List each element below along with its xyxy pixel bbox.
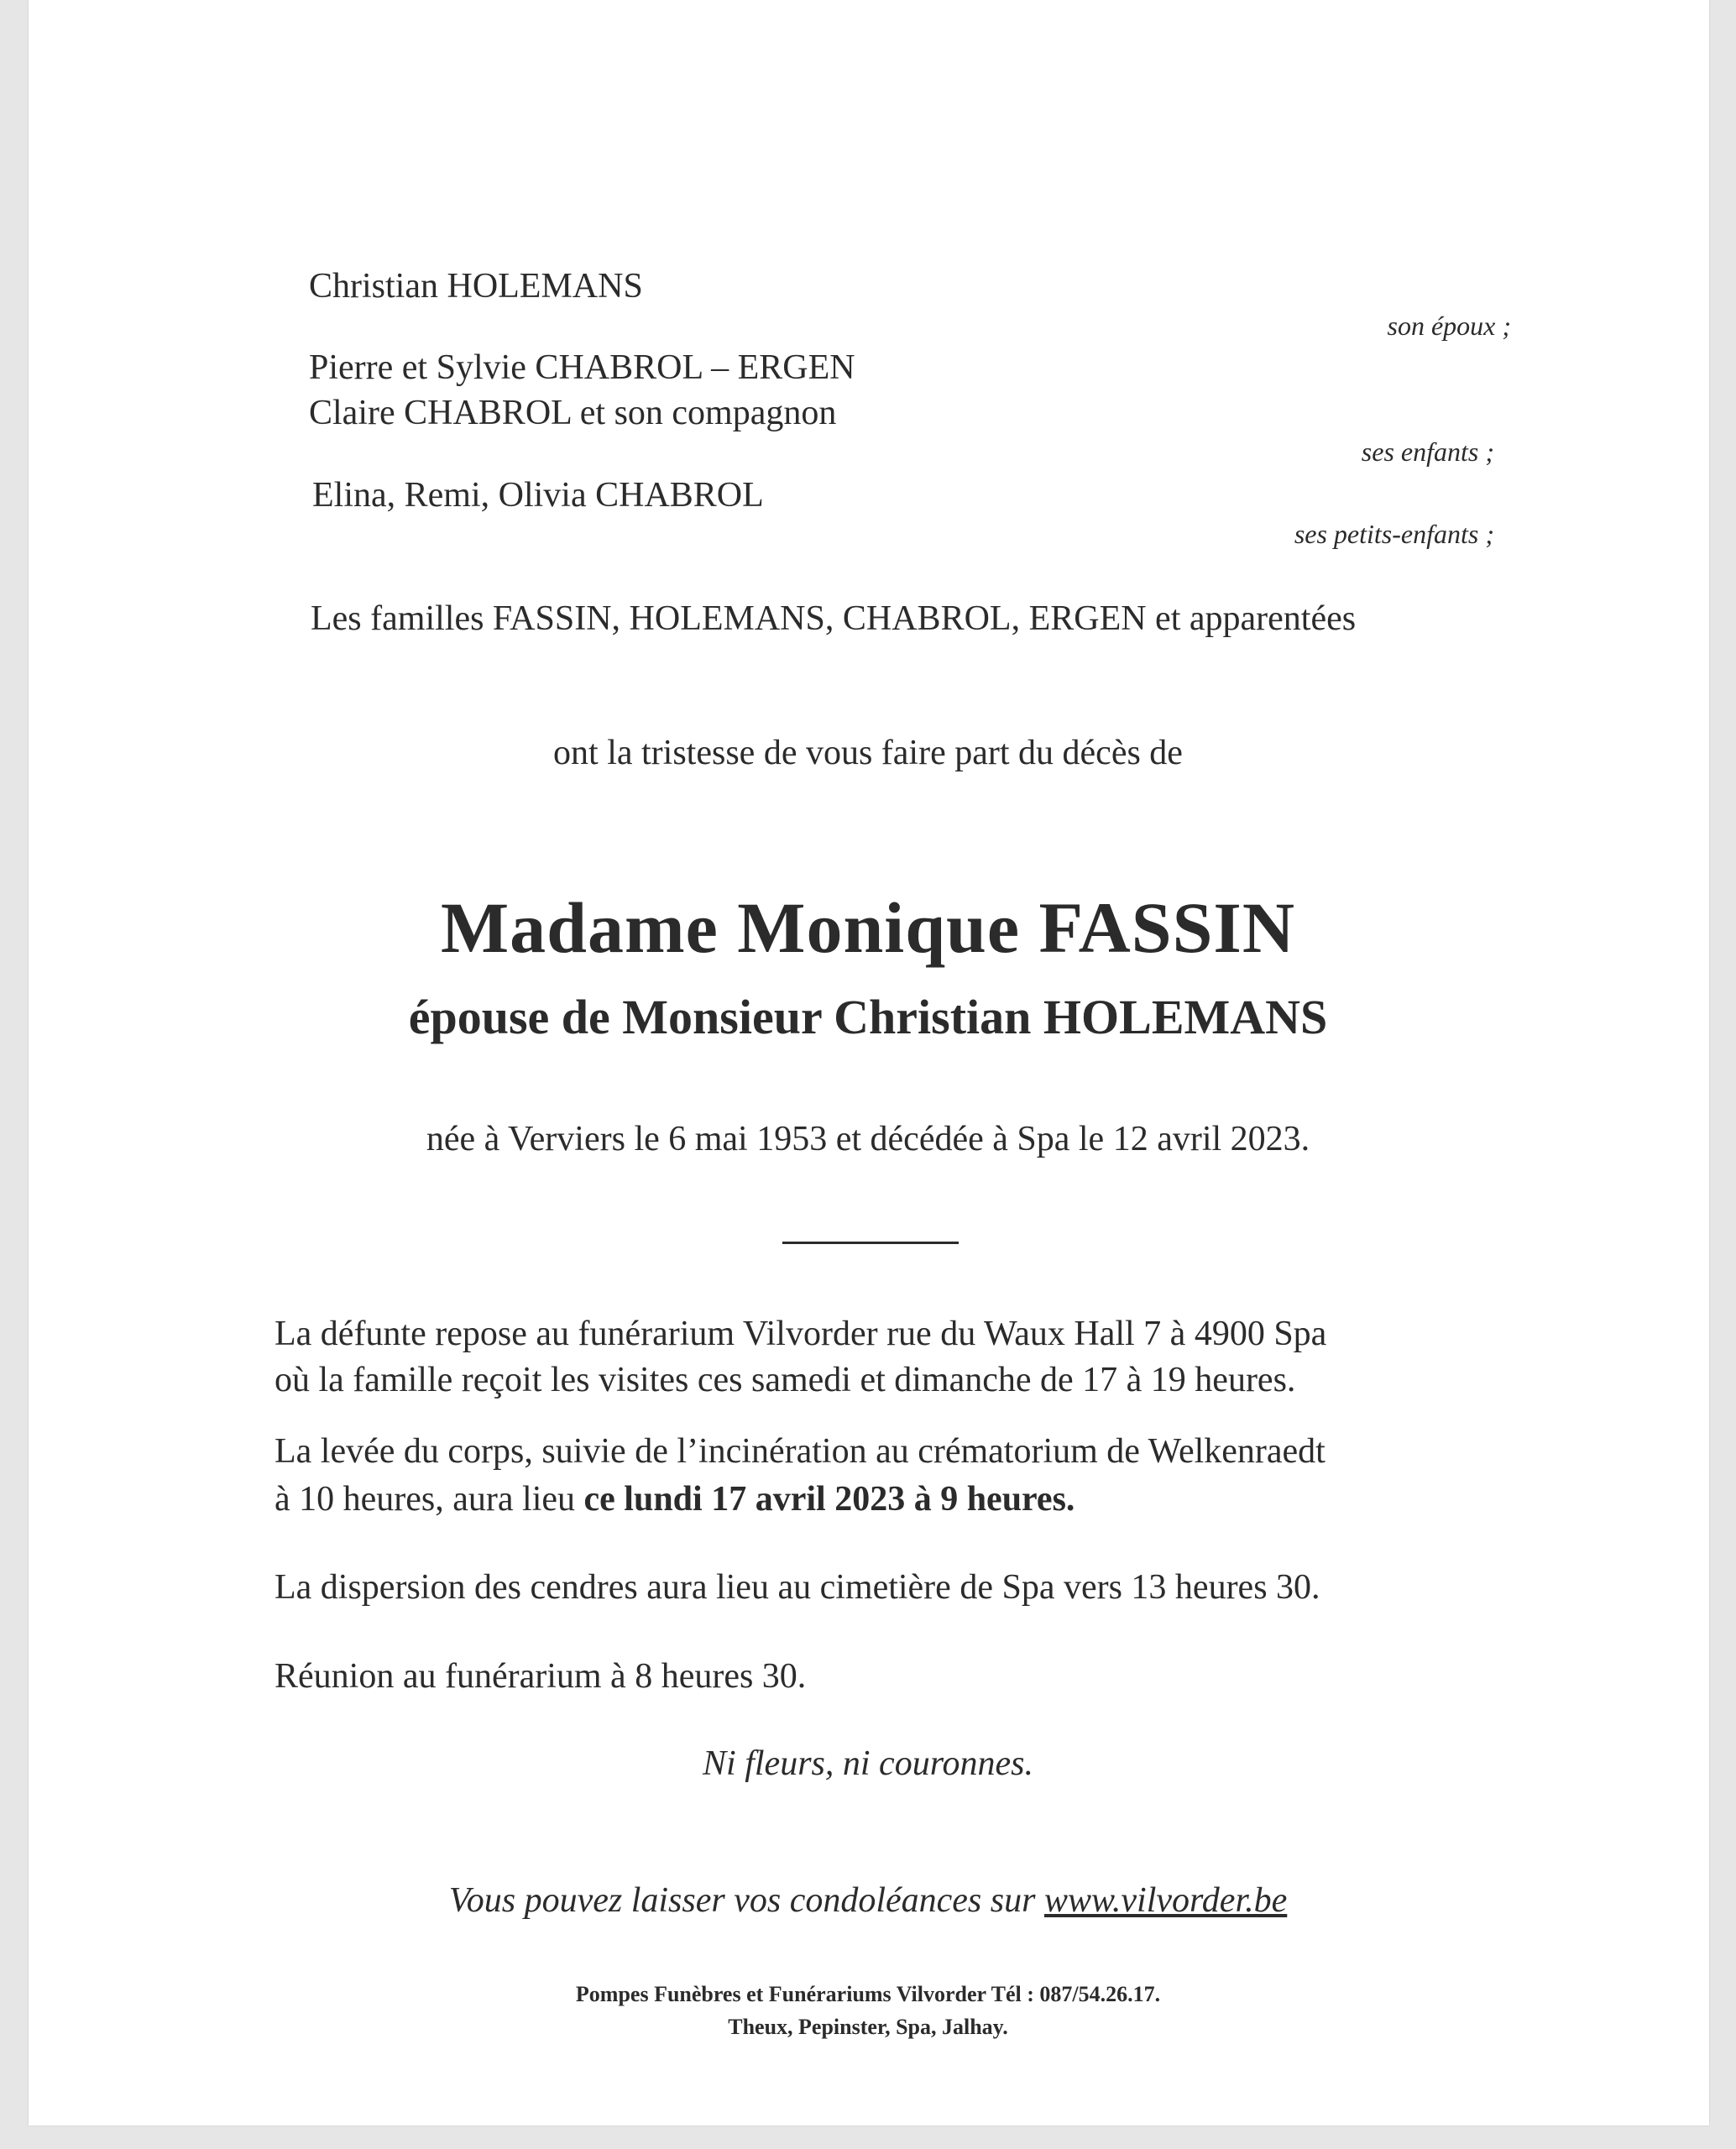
grandchildren-line: Elina, Remi, Olivia CHABROL — [312, 476, 764, 515]
reunion-line: Réunion au funérarium à 8 heures 30. — [275, 1657, 807, 1696]
condolences-line — [0, 1880, 1736, 1921]
children-line-1: Pierre et Sylvie CHABROL – ERGEN — [309, 348, 855, 387]
grandchildren-role: ses petits-enfants ; — [1294, 519, 1494, 549]
ceremony-line-2-prefix: à 10 heures, aura lieu — [275, 1480, 584, 1519]
deceased-name: Madame Monique FASSIN — [440, 887, 1296, 968]
repose-line-1: La défunte repose au funérarium Vilvorder rue du Waux Hall 7 à 4900 Spa — [275, 1315, 1327, 1353]
spouse-name: Christian HOLEMANS — [309, 267, 643, 306]
condolences-link[interactable]: www.vilvorder.be — [1043, 1881, 1288, 1920]
condolences-text: Vous pouvez laisser vos condoléances sur — [448, 1881, 1044, 1920]
children-line-2: Claire CHABROL et son compagnon — [309, 394, 837, 432]
ceremony-date-bold: ce lundi 17 avril 2023 à 9 heures. — [583, 1480, 1075, 1519]
ceremony-line-2 — [275, 1479, 1075, 1519]
children-role: ses enfants ; — [1361, 437, 1494, 467]
footer-line-2: Theux, Pepinster, Spa, Jalhay. — [728, 2015, 1008, 2039]
spouse-role: son époux ; — [1387, 311, 1511, 341]
families-line: Les familles FASSIN, HOLEMANS, CHABROL, ERGEN et apparentées — [311, 599, 1357, 638]
ceremony-line-1: La levée du corps, suivie de l’incinération au crématorium de Welkenraedt — [275, 1432, 1326, 1471]
deceased-dates: née à Verviers le 6 mai 1953 et décédée à Spa le 12 avril 2023. — [426, 1120, 1310, 1158]
deceased-spouse-line: épouse de Monsieur Christian HOLEMANS — [408, 990, 1328, 1044]
announcement-text: ont la tristesse de vous faire part du décès de — [553, 734, 1183, 772]
ashes-dispersion-line: La dispersion des cendres aura lieu au cimetière de Spa vers 13 heures 30. — [275, 1568, 1320, 1607]
divider-line — [782, 1242, 959, 1244]
flowers-note: Ni fleurs, ni couronnes. — [703, 1744, 1033, 1783]
repose-line-2: où la famille reçoit les visites ces samedi et dimanche de 17 à 19 heures. — [275, 1361, 1296, 1399]
footer-line-1: Pompes Funèbres et Funérariums Vilvorder Tél : 087/54.26.17. — [575, 1982, 1161, 2006]
